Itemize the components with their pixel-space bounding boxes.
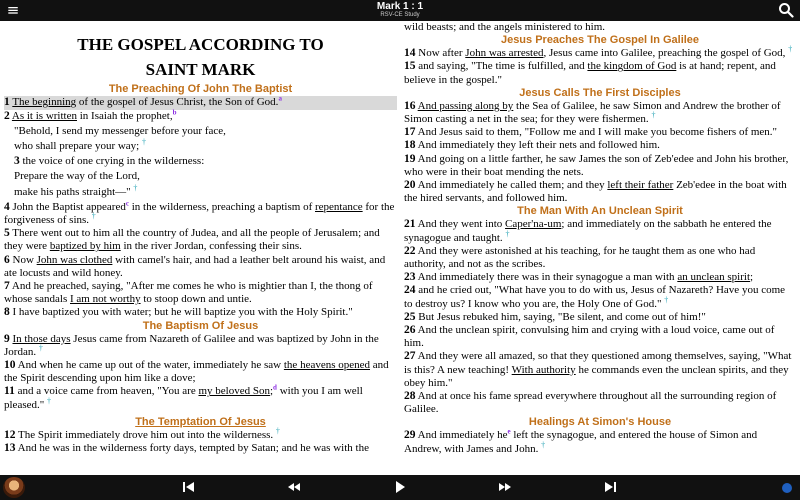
verse-26[interactable]: 26 And the unclean spirit, convulsing him and crying with a loud voice, came out of him. — [404, 324, 775, 350]
settings-dot-icon[interactable] — [782, 483, 792, 493]
verse-15[interactable]: 15 and saying, "The time is fulfilled, and the kingdom of God is at hand; repent, and believe in the gospel." — [404, 60, 776, 86]
verse-28[interactable]: 28 And at once his fame spread everywhere throughout all the surrounding region of Galilee. — [404, 390, 777, 416]
verse-continuation[interactable]: wild beasts; and the angels ministered to him. — [404, 21, 606, 33]
verse-18[interactable]: 18 And immediately they left their nets and followed him. — [404, 139, 660, 152]
rewind-icon[interactable] — [286, 480, 302, 494]
crossref-marker[interactable]: † — [651, 110, 656, 120]
footnote-marker[interactable]: d — [273, 383, 277, 392]
crossref-marker[interactable]: † — [46, 396, 51, 406]
verse-13[interactable]: 13 And he was in the wilderness forty days, tempted by Satan; and he was with the — [4, 442, 369, 455]
reference-title[interactable]: Mark 1 : 1 — [376, 1, 424, 12]
book-title-line2: SAINT MARK — [145, 60, 256, 80]
next-chapter-icon[interactable] — [602, 480, 618, 494]
crossref-marker[interactable]: † — [664, 295, 669, 304]
book-title-line1: THE GOSPEL ACCORDING TO — [77, 35, 324, 54]
section-heading: Healings At Simon's House — [528, 416, 672, 429]
verse-2[interactable]: 2 As it is written in Isaiah the prophet,$^b$ — [4, 107, 177, 122]
quote-line: who shall prepare your way; † — [14, 137, 146, 153]
verse-27[interactable]: 27 And they were all amazed, so that they questioned among themselves, saying, "What is this? A new teaching! With authority he commands even the unclean spirits, and they obey him." — [404, 350, 792, 389]
footnote-marker[interactable]: c — [125, 199, 129, 208]
crossref-marker[interactable]: † — [505, 228, 510, 238]
verse-20[interactable]: 20 And immediately he called them; and they left their father Zeb'edee in the boat with the hired servants, and followed him. — [404, 179, 787, 205]
verse-10[interactable]: 10 And when he came up out of the water, immediately he saw the heavens opened and the Spirit descending upon him like a dove; — [4, 359, 389, 385]
footnote-marker[interactable]: e — [507, 427, 511, 436]
crossref-marker[interactable]: † — [541, 440, 546, 450]
verse-21[interactable]: 21 And they went into Caper'na-um; and immediately on the sabbath he entered the synagogue and taught. † — [404, 218, 772, 244]
top-bar — [0, 0, 800, 21]
prev-chapter-icon[interactable] — [181, 480, 197, 494]
menu-icon[interactable]: ≡ — [6, 1, 20, 19]
left-column — [4, 21, 397, 475]
bottom-toolbar — [0, 475, 800, 500]
quote-line: make his paths straight—" † — [14, 182, 138, 198]
footnote-marker[interactable]: b — [172, 107, 177, 116]
verse-22[interactable]: 22 And they were astonished at his teaching, for he taught them as one who had authority, and not as the scribes. — [404, 244, 756, 271]
verse-17[interactable]: 17 And Jesus said to them, "Follow me and I will make you become fishers of men." — [404, 126, 778, 139]
quote-line: Prepare the way of the Lord, — [14, 170, 140, 183]
section-heading: The Man With An Unclean Spirit — [517, 205, 683, 218]
verse-6[interactable]: 6 Now John was clothed with camel's hair, and had a leather belt around his waist, and ate locusts and wild honey. — [4, 253, 386, 279]
crossref-marker[interactable]: † — [91, 211, 96, 221]
crossref-marker[interactable]: † — [788, 44, 793, 54]
play-icon[interactable] — [392, 480, 408, 494]
verse-8[interactable]: 8 I have baptized you with water; but he will baptize you with the Holy Spirit." — [4, 306, 353, 319]
verse-14[interactable]: 14 Now after John was arrested, Jesus came into Galilee, preaching the gospel of God, † — [404, 44, 793, 60]
section-heading: The Baptism Of Jesus — [142, 319, 259, 332]
verse-4[interactable]: 4 John the Baptist appeared$^c$ in the wilderness, preaching a baptism of repentance for the forgiveness of sins. † — [4, 199, 395, 227]
crossref-marker[interactable]: † — [133, 182, 138, 192]
crossref-marker[interactable]: † — [38, 343, 43, 353]
scripture-content[interactable] — [0, 21, 800, 475]
crossref-marker[interactable]: † — [142, 137, 146, 147]
verse-24[interactable]: 24 and he cried out, "What have you to do with us, Jesus of Nazareth? Have you come to destroy us? I know who you are, the Holy One of God." † — [404, 284, 786, 310]
verse-5[interactable]: 5 There went out to him all the country of Judea, and all the people of Jerusalem; and they were baptized by him in the river Jordan, confessing their sins. — [4, 227, 380, 253]
footnote-marker[interactable]: a — [278, 94, 282, 103]
translation-label[interactable]: RSV-CE Study — [380, 12, 420, 18]
verse-23[interactable]: 23 And immediately there was in their synagogue a man with an unclean spirit; — [404, 271, 754, 284]
section-heading: The Preaching Of John The Baptist — [108, 83, 293, 96]
verse-3[interactable]: 3 the voice of one crying in the wilderness: — [14, 155, 205, 168]
verse-29[interactable]: 29 And immediately he$^e$ left the synagogue, and entered the house of Simon and Andrew, with James and John. † — [404, 427, 758, 455]
section-heading: The Temptation Of Jesus — [135, 415, 266, 428]
verse-16[interactable]: 16 And passing along by the Sea of Galilee, he saw Simon and Andrew the brother of Simon casting a net in the sea; for they were fishermen. † — [404, 99, 781, 126]
verse-11[interactable]: 11 and a voice came from heaven, "You are my beloved Son;$^d$ with you I am well pleased." † — [4, 383, 363, 411]
right-column — [404, 21, 796, 475]
verse-25[interactable]: 25 But Jesus rebuked him, saying, "Be silent, and come out of him!" — [404, 310, 706, 323]
verse-12[interactable]: 12 The Spirit immediately drove him out into the wilderness. † — [4, 426, 280, 441]
verse-1[interactable]: 1 The beginning of the gospel of Jesus Christ, the Son of God.$^a$ — [4, 96, 397, 109]
verse-19[interactable]: 19 And going on a little farther, he saw James the son of Zeb'edee and John his brother, who were in their boat mending the nets. — [404, 152, 789, 178]
verse-7[interactable]: 7 And he preached, saying, "After me comes he who is mightier than I, the thong of whose sandals I am not worthy to stoop down and untie. — [4, 280, 373, 306]
avatar-icon[interactable] — [3, 477, 25, 498]
fast-forward-icon[interactable] — [497, 480, 513, 494]
quote-line: "Behold, I send my messenger before your face, — [14, 124, 226, 137]
search-icon[interactable] — [778, 2, 794, 18]
verse-9[interactable]: 9 In those days Jesus came from Nazareth of Galilee and was baptized by John in the Jordan. † — [4, 332, 379, 358]
section-heading: Jesus Calls The First Disciples — [519, 86, 681, 99]
section-heading: Jesus Preaches The Gospel In Galilee — [500, 34, 700, 47]
crossref-marker[interactable]: † — [275, 426, 280, 436]
